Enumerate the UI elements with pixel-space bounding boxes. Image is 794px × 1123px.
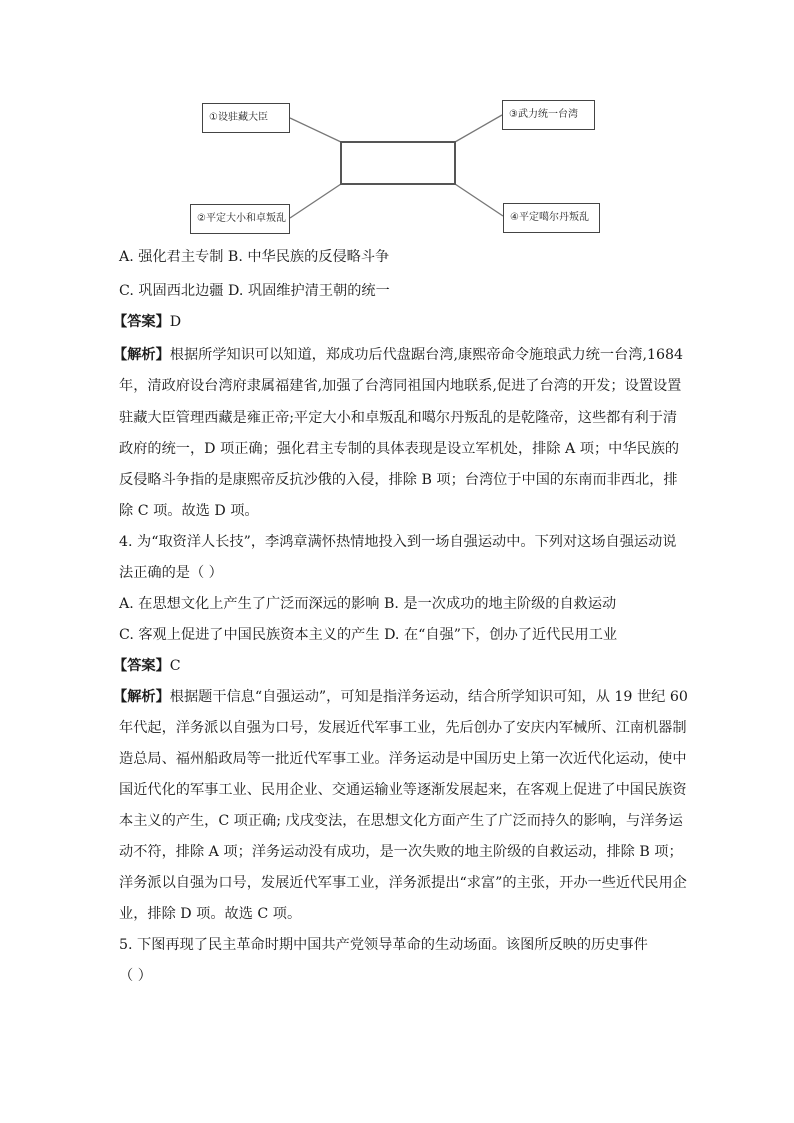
q3-analysis-line-4: 政府的统一，D 项正确；强化君主专制的具体表现是设立军机处，排除 A 项；中华民族的 <box>119 441 680 457</box>
q3-analysis-label: 【解析】 <box>113 347 170 363</box>
q4-analysis-line-6: 动不符，排除 A 项；洋务运动没有成功，是一次失败的地主阶级的自救运动，排除 B 项； <box>119 844 683 860</box>
q4-option-line-2: C. 客观上促进了中国民族资本主义的产生 D. 在“自强”下，创办了近代民用工业 <box>119 627 618 643</box>
q3-answer-value: D <box>169 314 182 330</box>
q4-answer-value: C <box>169 658 181 674</box>
q3-options-line-2: C. 巩固西北边疆 D. 巩固维护清王朝的统一 <box>119 283 390 299</box>
diagram-box-1: ①设驻藏大臣 <box>202 103 290 133</box>
q3-analysis-line-5: 反侵略斗争指的是康熙帝反抗沙俄的入侵，排除 B 项；台湾位于中国的东南而非西北，排 <box>119 472 678 488</box>
q4-analysis-line-3: 造总局、福州船政局等一批近代军事工业。洋务运动是中国历史上第一次近代化运动，使中 <box>119 751 687 767</box>
diagram-box-3: ③武力统一台湾 <box>502 100 595 130</box>
q5-stem-line-1: 5. 下图再现了民主革命时期中国共产党领导革命的生动场面。该图所反映的历史事件 <box>119 937 648 953</box>
q3-analysis-line-1 <box>113 345 683 365</box>
q3-analysis-line-3: 驻藏大臣管理西藏是雍正帝;平定大小和卓叛乱和噶尔丹叛乱的是乾隆帝，这些都有利于清 <box>119 410 678 426</box>
q4-analysis-line-2: 年代起，洋务派以自强为口号，发展近代军事工业，先后创办了安庆内军械所、江南机器制 <box>119 720 687 736</box>
q4-option-line-1: A. 在思想文化上产生了广泛而深远的影响 B. 是一次成功的地主阶级的自救运动 <box>119 596 617 612</box>
diagram-box-4: ④平定噶尔丹叛乱 <box>503 203 600 233</box>
question-diagram <box>185 98 605 238</box>
q4-analysis-line-4: 国近代化的军事工业、民用企业、交通运输业等逐渐发展起来，在客观上促进了中国民族资 <box>119 782 687 798</box>
q4-answer <box>113 656 181 676</box>
q3-options-line-1: A. 强化君主专制 B. 中华民族的反侵略斗争 <box>119 249 390 265</box>
q4-answer-label: 【答案】 <box>113 658 170 674</box>
q4-stem-line-2: 法正确的是（ ） <box>119 565 223 581</box>
diagram-box-2: ②平定大小和卓叛乱 <box>190 204 290 234</box>
q3-analysis-line-2: 年，清政府设台湾府隶属福建省,加强了台湾同祖国内地联系,促进了台湾的开发；设置设置 <box>119 378 682 394</box>
q3-analysis-line-6: 除 C 项。故选 D 项。 <box>119 503 259 519</box>
q3-answer-label: 【答案】 <box>113 314 170 330</box>
q4-analysis-line-7: 洋务派以自强为口号，发展近代军事工业，洋务派提出“求富”的主张，开办一些近代民用企 <box>119 875 687 891</box>
q4-analysis-line-5: 本主义的产生，C 项正确; 戊戌变法，在思想文化方面产生了广泛而持久的影响，与洋务运 <box>119 813 683 829</box>
q4-analysis-line-1 <box>113 687 688 707</box>
q3-answer <box>113 312 181 332</box>
q4-analysis-text-1: 根据题干信息“自强运动”，可知是指洋务运动，结合所学知识可知，从 19 世纪 60 <box>169 689 688 705</box>
q5-stem-line-2: （ ） <box>119 968 152 984</box>
q4-stem-line-1: 4. 为“取资洋人长技”，李鸿章满怀热情地投入到一场自强运动中。下列对这场自强运动说 <box>119 534 677 550</box>
q4-analysis-line-8: 业，排除 D 项。故选 C 项。 <box>119 906 302 922</box>
q4-analysis-label: 【解析】 <box>113 689 170 705</box>
diagram-center-box <box>340 141 456 185</box>
q3-analysis-text-1: 根据所学知识可以知道，郑成功后代盘踞台湾,康熙帝命令施琅武力统一台湾,1684 <box>169 347 684 363</box>
